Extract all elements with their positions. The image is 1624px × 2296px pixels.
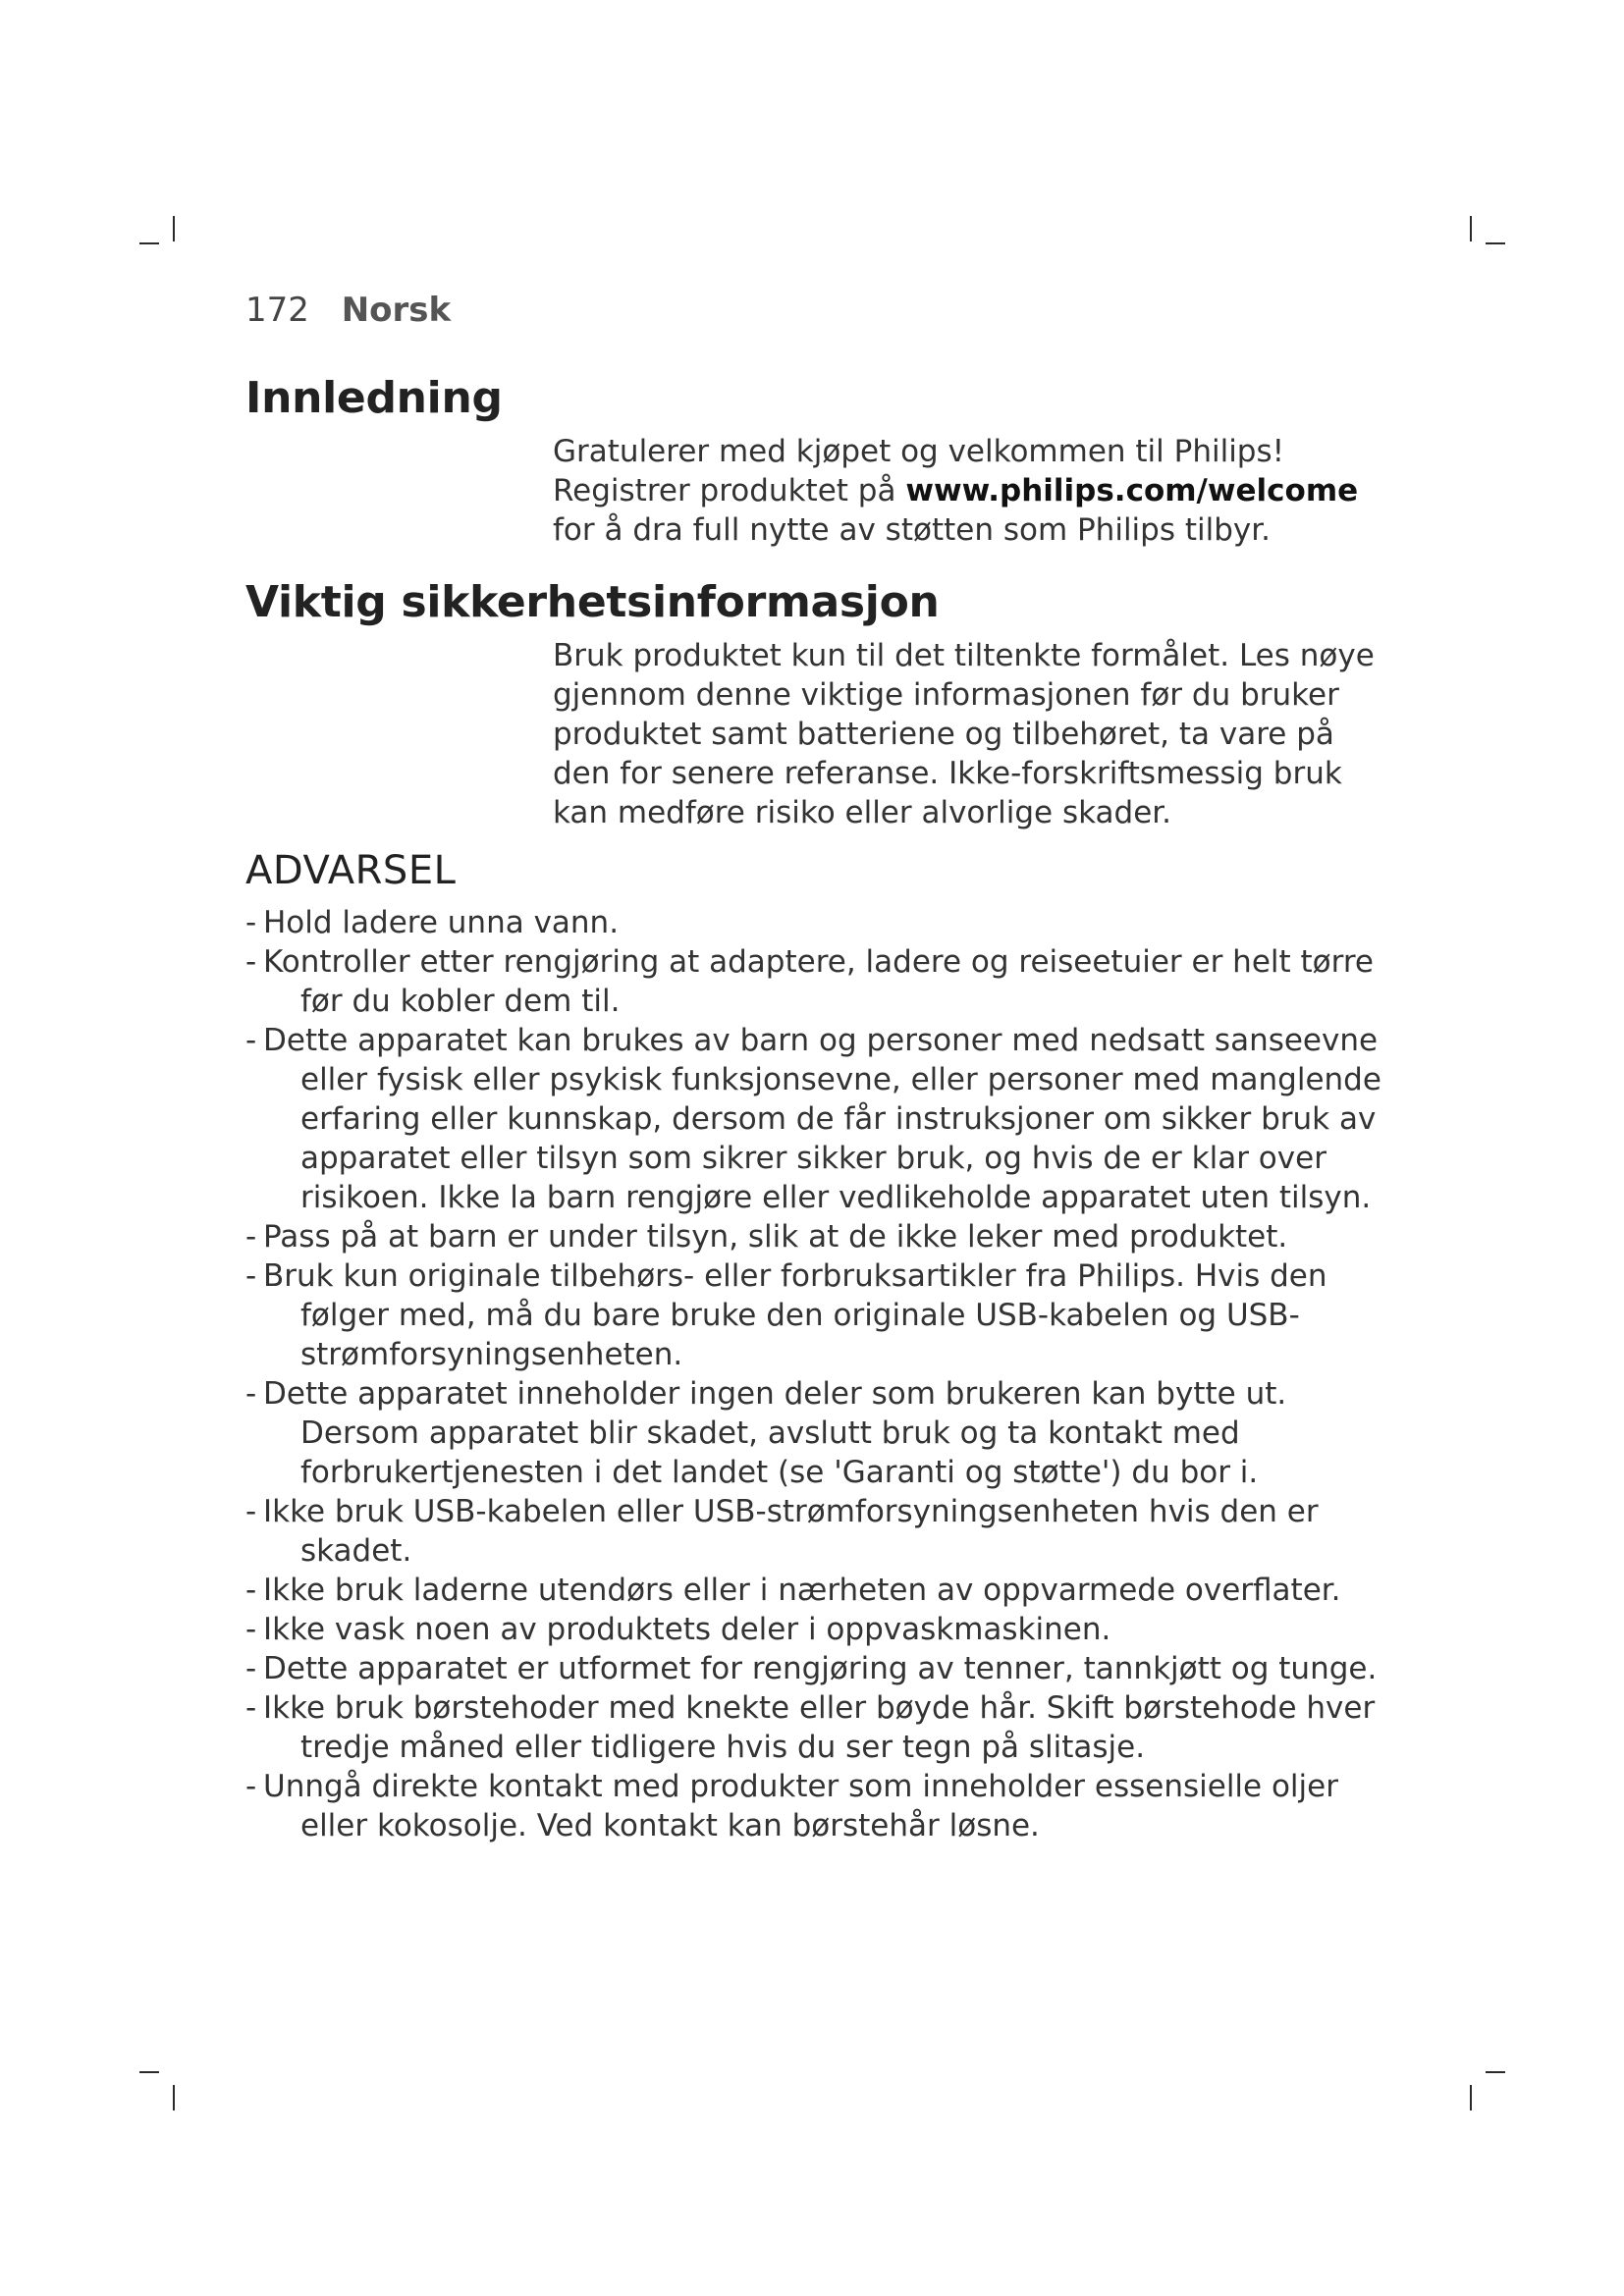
list-item: - Ikke bruk laderne utendørs eller i nærheten av oppvarmede overflater. [245, 1573, 1341, 1608]
list-item: - Unngå direkte kontakt med produkter som inneholder essensielle oljer eller kokosolje. Ved kontakt kan børstehår løsne. [245, 1769, 1338, 1843]
page-number: 172 [245, 291, 309, 330]
crop-mark [139, 2071, 159, 2073]
crop-mark [173, 2085, 175, 2110]
page-header [245, 291, 451, 330]
welcome-link[interactable]: www.philips.com/welcome [905, 473, 1359, 508]
crop-mark [1470, 216, 1472, 241]
page-language: Norsk [341, 291, 452, 330]
safety-paragraph: Bruk produktet kun til det tiltenkte formålet. Les nøye gjennom denne viktige informasjonen før du bruker produktet samt batteriene og tilbehøret, ta vare på den for senere referanse. Ikke-forskriftsmessig bruk kan medføre risiko eller alvorlige skader. [553, 638, 1375, 830]
list-item: - Dette apparatet kan brukes av barn og personer med nedsatt sanseevne eller fysisk eller psykisk funksjonsevne, eller personer med manglende erfaring eller kunnskap, dersom de får instruksjoner om sikker bruk av apparatet eller tilsyn som sikrer sikker bruk, og hvis de er klar over risikoen. Ikke la barn rengjøre eller vedlikeholde apparatet uten tilsyn. [245, 1023, 1381, 1215]
crop-mark [139, 242, 159, 244]
intro-text-end: for å dra full nytte av støtten som Philips tilbyr. [553, 512, 1272, 548]
list-item: - Hold ladere unna vann. [245, 905, 620, 940]
crop-mark [1486, 2071, 1505, 2073]
list-item: - Ikke vask noen av produktets deler i oppvaskmaskinen. [245, 1612, 1111, 1647]
crop-mark [1470, 2085, 1472, 2110]
list-item: - Ikke bruk USB-kabelen eller USB-strømforsyningsenheten hvis den er skadet. [245, 1494, 1319, 1569]
warning-list [245, 903, 1404, 1845]
intro-heading: Innledning [245, 373, 503, 423]
safety-heading: Viktig sikkerhetsinformasjon [245, 577, 940, 627]
list-item: - Ikke bruk børstehoder med knekte eller bøyde hår. Skift børstehode hver tredje måned eller tidligere hvis du ser tegn på slitasje. [245, 1690, 1376, 1765]
intro-text: Gratulerer med kjøpet og velkommen til Philips! Registrer produktet på [553, 434, 1285, 508]
list-item: - Dette apparatet inneholder ingen deler som brukeren kan bytte ut. Dersom apparatet blir skadet, avslutt bruk og ta kontakt med forbrukertjenesten i det landet (se 'Garanti og støtte') du bor i. [245, 1376, 1287, 1490]
list-item: - Dette apparatet er utformet for rengjøring av tenner, tannkjøtt og tunge. [245, 1651, 1378, 1686]
list-item: - Bruk kun originale tilbehørs- eller forbruksartikler fra Philips. Hvis den følger med, må du bare bruke den originale USB-kabelen og USB-strømforsyningsenheten. [245, 1258, 1327, 1372]
list-item: - Kontroller etter rengjøring at adaptere, ladere og reiseetuier er helt tørre før du kobler dem til. [245, 944, 1374, 1019]
crop-mark [1486, 242, 1505, 244]
intro-paragraph [553, 432, 1397, 550]
crop-mark [173, 216, 175, 241]
list-item: - Pass på at barn er under tilsyn, slik at de ikke leker med produktet. [245, 1219, 1288, 1255]
warning-heading: ADVARSEL [245, 848, 457, 893]
